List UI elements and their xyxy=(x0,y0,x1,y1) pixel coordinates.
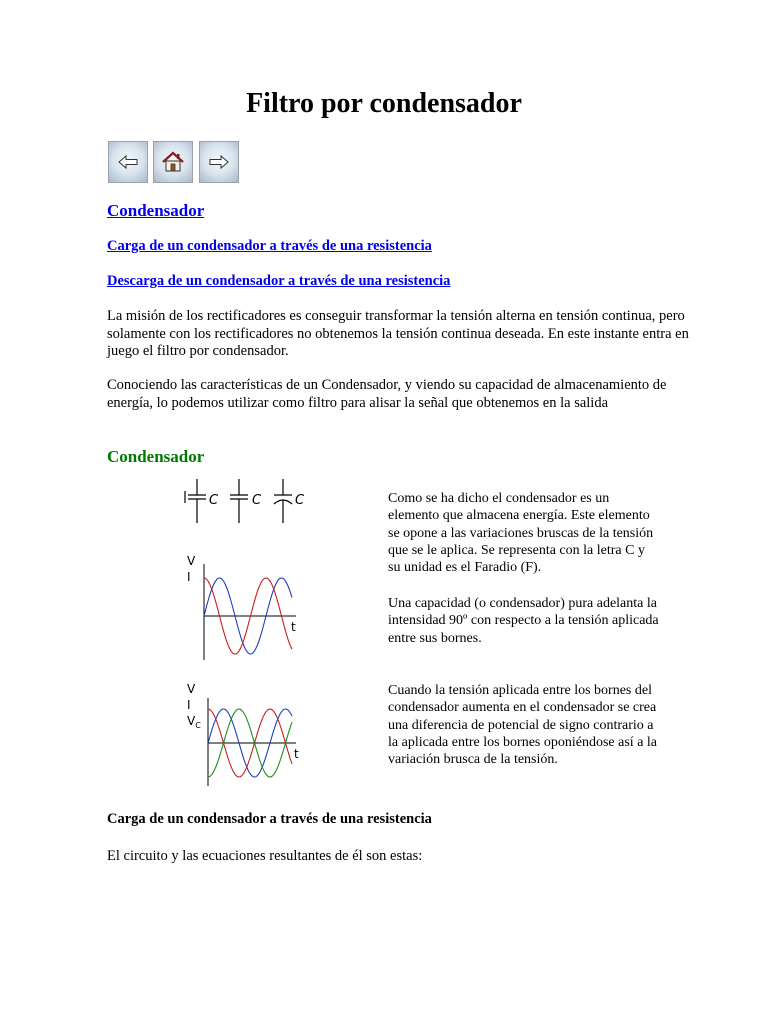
section-paragraph-2: Una capacidad (o condensador) pura adelanta la intensidad 90º con respecto a la tensión aplicada entre sus bornes. xyxy=(388,596,659,646)
capacitor-symbol-3 xyxy=(274,479,292,523)
link-carga-condensador[interactable]: Carga de un condensador a través de una resistencia xyxy=(107,238,432,254)
graph1-t-label: t xyxy=(291,620,296,634)
link-descarga-condensador[interactable]: Descarga de un condensador a través de una resistencia xyxy=(107,273,451,289)
section-paragraph-1: Como se ha dicho el condensador es un elemento que almacena energía. Este elemento se opone a las variaciones bruscas de la tensión que se le aplica. Se representa con la letra C y su unidad es el Faradio (F). xyxy=(388,491,654,576)
capacitor-label-2: C xyxy=(252,493,262,508)
capacitor-symbol-2 xyxy=(230,479,248,523)
intro-paragraph-2: Conociendo las características de un Condensador, y viendo su capacidad de almacenamiento de energía, lo podemos utilizar como filtro para alisar la señal que obtenemos en la salida xyxy=(107,377,667,411)
arrow-left-icon xyxy=(117,154,139,170)
page-title: Filtro por condensador xyxy=(246,88,522,119)
capacitor-symbols-figure xyxy=(180,476,310,526)
graph1-v-label: V xyxy=(187,554,196,568)
section-paragraph-3: Cuando la tensión aplicada entre los bornes del condensador aumenta en el condensador se crea una diferencia de potencial de signo contrario a la aplicada entre los bornes oponiéndose así a la variación brusca de la tensión. xyxy=(388,683,658,768)
graph1-i-label: I xyxy=(187,570,191,584)
link-condensador[interactable]: Condensador xyxy=(107,201,205,220)
graph2-t-label: t xyxy=(294,747,299,761)
intro-paragraph-1: La misión de los rectificadores es conseguir transformar la tensión alterna en tensión continua, pero solamente con los rectificadores no obtenemos la tensión continua deseada. En este instante entra en juego el filtro por condensador. xyxy=(107,308,689,359)
charge-text: El circuito y las ecuaciones resultantes de él son estas: xyxy=(107,848,423,864)
voltage-current-vc-graph xyxy=(182,680,307,790)
arrow-right-icon xyxy=(208,154,230,170)
home-button[interactable] xyxy=(153,141,193,183)
voltage-current-graph xyxy=(182,552,307,664)
graph2-i-label: I xyxy=(187,698,191,712)
graph2-vc-label: $V_C$ xyxy=(187,714,201,730)
section-title-condensador: Condensador xyxy=(107,447,205,466)
forward-button[interactable] xyxy=(199,141,239,183)
capacitor-label-3: C xyxy=(295,493,305,508)
back-button[interactable] xyxy=(108,141,148,183)
capacitor-symbol-1 xyxy=(185,479,206,523)
graph2-v-label: V xyxy=(187,682,196,696)
home-icon xyxy=(161,150,185,174)
charge-heading: Carga de un condensador a través de una resistencia xyxy=(107,811,432,827)
capacitor-label-1: C xyxy=(209,493,219,508)
